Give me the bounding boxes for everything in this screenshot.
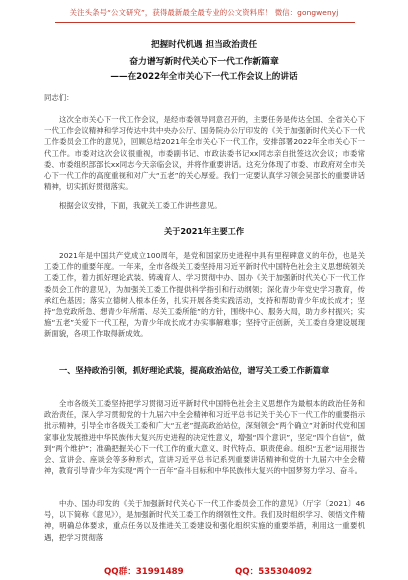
title-line-3: ——在2022年全市关心下一代工作会议上的讲话 [110,72,298,82]
paragraph-1: 这次全市关心下一代工作会议，是经市委领导同意召开的，主要任务是传达全国、全省关心下一代工作会议精神和学习传达中共中央办公厅、国务院办公厅印发的《关于加强新时代关心下一代工作委员会工作的意见》，回顾总结2021年全市关心下一代工作，安排部署2022年全市关心下一代工作。市委对这次会议很重视，市委副书记、市政法委书记xx同志亲自批签这次会议；市委常委、市委组织部部长xx同志今天亲临会议，并将作重要讲话。这充分体现了市委、市政府对全市关心下一代工作的高度重视和对广大“五老”的关心厚爱。我们一定要认真学习领会吴部长的重要讲话精神，切实抓好贯彻落实。 [44,115,365,192]
salutation: 同志们： [44,93,74,102]
paragraph-2: 根据会议安排，下面，我就关工委工作讲些意见。 [59,201,222,210]
title-line-1: 把握时代机遇 担当政治责任 [150,40,258,50]
top-banner: 关注头条号“公文研究”，获得最新最全最专业的公文资料库！ 微信：gongwenyj [69,8,339,17]
sub-heading: 一、坚持政治引领，抓好理论武装，提高政治站位，谱写关工委工作新篇章 [59,365,330,375]
footer-qq-number: QQ：535304092 [235,567,313,577]
footer [0,565,408,580]
paragraph-4: 全市各级关工委坚持把学习贯彻习近平新时代中国特色社会主义思想作为最根本的政治任务和政治责任，深入学习贯彻党的十九届六中全会精神和习近平总书记关于关心下一代工作的重要指示批示精神，引导全市各级关工委和广大“五老”提高政治站位，深刻领会“两个确立”对新时代党和国家事业发展推进中华民族伟大复兴历史进程的决定性意义，增强“四个意识”，坚定“四个自信”，做到“两个维护”；准确把握关心下一代工作的重大意义、时代特点、职责使命。组织“五老”运用报告会、宣讲会、座谈会等多种形式，宣讲习近平总书记系列重要讲话精神和党的十九届六中全会精神，教育引导青少年为实现“两个一百年”奋斗目标和中华民族伟大复兴的中国梦努力学习、奋斗。 [44,399,365,476]
footer-qq-group: QQ群：31991489 [104,567,184,577]
banner-divider [55,22,355,23]
paragraph-5: 中办、国办印发的《关于加强新时代关心下一代工作委员会工作的意见》（厅字〔2021〕46号，以下简称《意见》），是加强新时代关工委工作的纲领性文件。我们及时组织学习、领悟文件精神，明确总体要求，重点任务以及推进关工委建设和强化组织实施的重要举措，利用这一重要机遇，把学习贯彻落 [44,499,365,542]
paragraph-3: 2021年是中国共产党成立100周年，是党和国家历史进程中具有里程碑意义的年份，也是关工委工作的重要年度。一年来，全市各级关工委坚持用习近平新时代中国特色社会主义思想统领关工委工作，着力抓好理论武装、铸魂育人、学习贯彻中办、国办《关于加强新时代关心下一代工作委员会工作的意见》，为加强关工委工作提供科学指引和行动纲领；深化青少年党史学习教育，传承红色基因；落实立德树人根本任务，扎实开展各类实践活动，支持和帮助青少年成长成才；坚持“急党政所急、想青少年所需、尽关工委所能”的方针，围绕中心、服务大局，助力乡村振兴；实施“五老”关爱下一代工程，为青少年成长成才办实事解难事；坚持守正创新，关工委自身建设展现新面貌，各项工作取得新成效。 [44,251,365,339]
title-line-2: 奋力谱写新时代关心下一代工作新篇章 [129,57,279,67]
section-title: 关于2021年主要工作 [163,226,245,236]
